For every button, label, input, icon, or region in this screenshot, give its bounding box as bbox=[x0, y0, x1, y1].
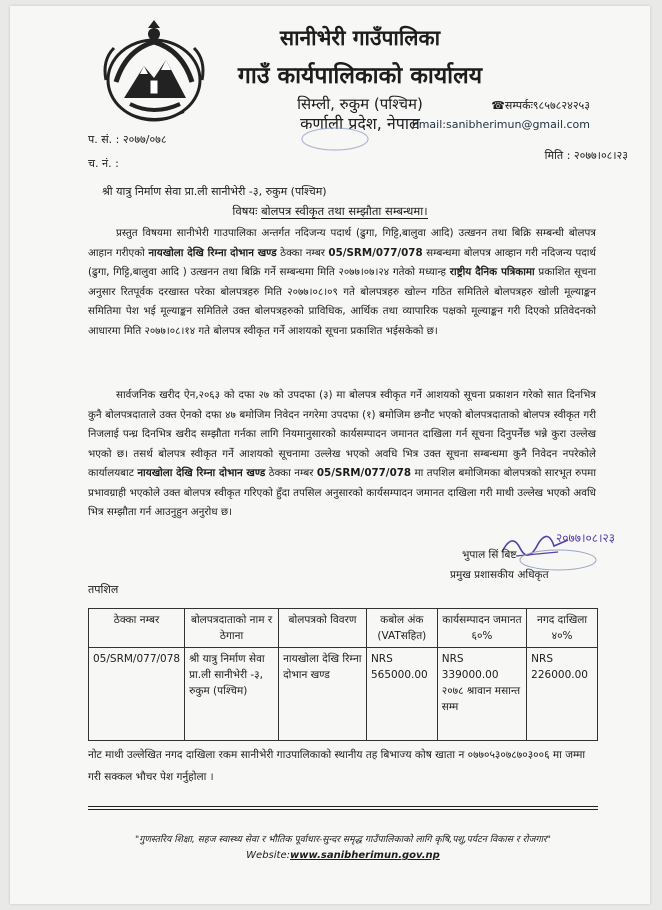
para1-newspaper: राष्ट्रीय दैनिक पत्रिकामा bbox=[449, 266, 535, 278]
signatory-name: भुपाल सिं बिष्ट bbox=[462, 549, 517, 561]
cell-description: नायखोला देखि रिम्ना दोभान खण्ड bbox=[279, 648, 367, 741]
recipient: श्री यात्रु निर्माण सेवा प्रा.ली सानीभेरी -३, रुकुम (पश्चिम) bbox=[102, 185, 327, 198]
contract-details-table bbox=[88, 608, 598, 741]
para2-contract-name: नायखोला देखि रिम्ना दोभान खण्ड bbox=[137, 467, 266, 479]
para1-text-e: सम्बन्धमा बोलपत्र आव्हान गरी नदिजन्य पदार्थ (ढुगा, गिट्टि,बालुवा आदि ) उत्खनन तथा बिक्रि गर्ने सम्बन्धमा मिति २०७७।०७।२४ गतेको मध्यान्ह bbox=[88, 246, 597, 278]
website-label: Website: bbox=[246, 850, 290, 861]
table-row bbox=[89, 648, 598, 741]
contact-email: Email:sanibherimun@gmail.com bbox=[411, 118, 590, 131]
subject-text: बोलपत्र स्वीकृत तथा सम्झौता सम्बन्धमा। bbox=[261, 204, 428, 218]
payment-note: नोट माथी उल्लेखित नगद दाखिला रकम सानीभेरी गाउपालिकाको स्थानीय तह बिभाज्य कोष खाता न ०७७०५३०७८७०३००६ मा जम्मा गरी सक्कल भौचर पेश गर्नुहोला । bbox=[88, 749, 586, 783]
cell-cash-deposit: NRS 226000.00 bbox=[527, 648, 598, 741]
signatory-title: प्रमुख प्रशासकीय अधिकृत bbox=[450, 569, 549, 581]
subject-label: विषयः bbox=[232, 204, 258, 218]
col-contract-no: ठेक्का नम्बर bbox=[89, 609, 185, 648]
paragraph-2 bbox=[88, 386, 596, 523]
footer-motto: "गुणस्तरिय शिक्षा, सहज स्वास्थ्य सेवा र भौतिक पूर्वाधार-सुन्दर समृद्ध गाउँपालिकाको लागि कृषि,पशु,पर्यटन विकास र रोजगार" bbox=[135, 834, 551, 845]
col-bid-amount: कबोल अंक (VATसहित) bbox=[366, 609, 437, 648]
footer-divider-2 bbox=[88, 809, 598, 810]
col-description: बोलपत्रको विवरण bbox=[279, 609, 367, 648]
footer-website bbox=[88, 850, 598, 861]
dispatch-number: च. नं. : bbox=[88, 157, 119, 170]
details-label: तपशिल bbox=[88, 583, 119, 596]
website-link[interactable]: www.sanibherimun.gov.np bbox=[290, 850, 440, 861]
cell-contract-no: 05/SRM/077/078 bbox=[89, 648, 185, 741]
letter-page bbox=[10, 6, 650, 904]
table-header-row bbox=[89, 609, 598, 648]
col-performance-guarantee: कार्यसम्पादन जमानत ६०% bbox=[437, 609, 526, 648]
para2-text-a: सार्वजनिक खरीद ऐन,२०६३ को दफा २७ को उपदफा (३) मा बोलपत्र स्वीकृत गर्ने आशयको सूचना प्रकाशन गरेको सात दिनभित्र कुनै बोलपत्रदाताले उक्त ऐनको दफा ४७ बमोजिम निवेदन नगरेमा उपदफा (१) बमोजिम छनौट भएको बोलपत्रदाताको बोलपत्र स्वीकृत गरी निजलाई पन्ध्र दिनभित्र खरीद सम्झौता गर्नका लागि नियमानुसारको कार्यसम्पादन जमानत दाखिला गर्न सूचना दिनुपर्नेछ भन्ने कुरा उल्लेख भएको छ। तसर्थ बोलपत्र स्वीकृत गर्ने आशयको सूचनामा उल्लेख भएको अवधि भित्र उक्त सूचना सम्बन्धमा कुनै निवेदन नपरेकोले कार्यालयबाट bbox=[88, 389, 596, 479]
para1-contract-name: नायखोला देखि रिम्ना दोभान खण्ड bbox=[148, 246, 277, 259]
contact-phone: ☎सम्पर्कः९८५७८२४२५३ bbox=[491, 99, 590, 112]
office-name: गाउँ कार्यपालिकाको कार्यालय bbox=[237, 63, 483, 89]
footer-divider bbox=[88, 806, 598, 807]
municipality-name: सानीभेरी गाउँपालिका bbox=[279, 26, 441, 50]
col-bidder: बोलपत्रदाताको नाम र ठेगाना bbox=[185, 609, 279, 648]
para1-contract-no: 05/SRM/077/078 bbox=[328, 246, 423, 259]
office-address: सिम्ली, रुकुम (पश्चिम) bbox=[297, 95, 423, 113]
cell-bidder: श्री यात्रु निर्माण सेवा प्रा.ली सानीभेरी -३, रुकुम (पश्चिम) bbox=[185, 648, 279, 741]
para2-contract-no: 05/SRM/077/078 bbox=[316, 467, 412, 479]
signature-date: २०७७।०८।२३ bbox=[556, 531, 616, 545]
para1-text-c: ठेक्का नम्बर bbox=[276, 246, 329, 259]
para1-text-a: प्रस्तुत विषयमा सानीभेरी गाउपालिका अन्तर्गत नदिजन्य पदार्थ (ढुगा, गिट्टि,बालुवा आदि) उत्खनन तथा बिक्रि सम्बन्धी बोलपत्र आहान गरीएको bbox=[88, 227, 596, 259]
cell-performance-guarantee: NRS 339000.00 २०७८ श्रावान मसान्त सम्म bbox=[437, 648, 526, 741]
signature-scribble bbox=[498, 522, 616, 572]
paragraph-1 bbox=[88, 224, 596, 341]
col-cash-deposit: नगद दाखिला ४०% bbox=[527, 609, 598, 648]
province-name: कर्णाली प्रदेश, नेपाल bbox=[300, 114, 420, 133]
subject-line bbox=[10, 204, 650, 219]
office-stamp-faint bbox=[300, 126, 370, 152]
reference-number: प. सं. : २०७७/०७८ bbox=[88, 133, 167, 146]
para2-text-e: मा तपशिल बमोजिमका बोलपत्रको सारभूत रुपमा प्रभावग्राही भएकोले उक्त बोलपत्र स्वीकृत गरिएको हुँदा तपसिल अनुसारको कार्यसम्पादन जमानत दाखिला गरी माथी उल्लेख भएको अवधि भित्र सम्झौता गर्न आउनुहुन अनुरोध छ। bbox=[88, 467, 596, 518]
para1-text-g: प्रकाशित सूचना अनुसार रितपूर्वक दरखास्त परेका बोलपत्रहरु मिति २०७७।०८।०९ गते बोलपत्रहरु खोल्न गठित समितिले बोलपत्रहरु खोली मूल्याङ्कन समितिमा पेश भई मूल्याङ्कन समितिले उक्त बोलपत्रहरुको प्राविधिक, आर्थिक तथा व्यापारिक पक्षको मूल्याङ्कन गरी दिएको प्रतिवेदनको आधारमा मिति २०७७।०८।१४ गते बोलपत्र स्वीकृत गर्ने आशयको सूचना प्रकाशित भईसकेको छ। bbox=[88, 266, 596, 337]
para2-text-c: ठेक्का नम्बर bbox=[265, 467, 317, 479]
cell-bid-amount: NRS 565000.00 bbox=[366, 648, 437, 741]
letter-date: मिति : २०७७।०८।२३ bbox=[544, 149, 628, 162]
